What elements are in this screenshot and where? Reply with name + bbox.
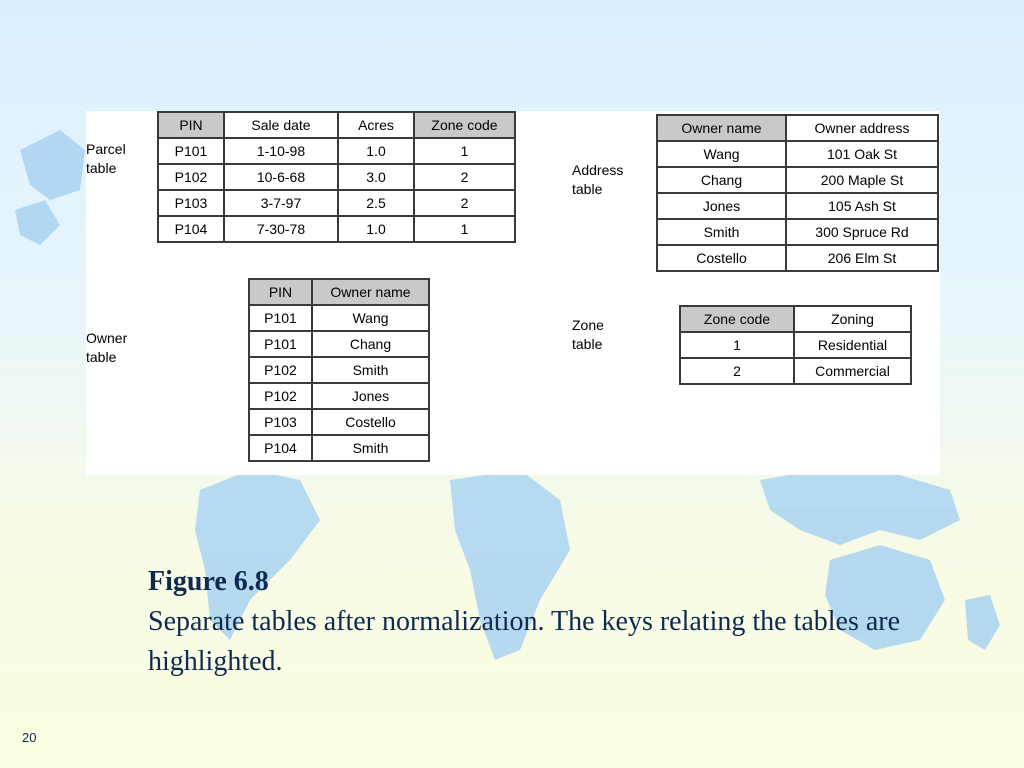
header-cell: Acres <box>338 112 414 138</box>
table-cell: 206 Elm St <box>786 245 938 271</box>
address-table-label: Address table <box>572 162 624 197</box>
table-row <box>249 409 429 435</box>
table-header-row <box>249 279 429 305</box>
table-cell: 105 Ash St <box>786 193 938 219</box>
table-cell: 200 Maple St <box>786 167 938 193</box>
table-row <box>158 138 515 164</box>
header-cell: Owner address <box>786 115 938 141</box>
table-cell: Wang <box>312 305 429 331</box>
owner-table-label: Owner table <box>86 330 128 365</box>
header-cell: Zone code <box>414 112 515 138</box>
table-row <box>249 383 429 409</box>
table-cell: P101 <box>249 331 312 357</box>
table-cell: 1-10-98 <box>224 138 338 164</box>
table-cell: Commercial <box>794 358 911 384</box>
table-cell: 7-30-78 <box>224 216 338 242</box>
header-cell: Owner name <box>312 279 429 305</box>
table-cell: P102 <box>158 164 224 190</box>
address-table <box>656 114 939 272</box>
slide-number: 20 <box>22 730 37 745</box>
table-cell: Chang <box>657 167 786 193</box>
zone-table <box>679 305 912 385</box>
header-cell: PIN <box>249 279 312 305</box>
table-cell: 1 <box>680 332 794 358</box>
table-cell: 10-6-68 <box>224 164 338 190</box>
table-row <box>249 305 429 331</box>
table-cell: 2 <box>414 164 515 190</box>
table-cell: P104 <box>249 435 312 461</box>
table-cell: 1 <box>414 216 515 242</box>
table-cell: 3-7-97 <box>224 190 338 216</box>
table-cell: 300 Spruce Rd <box>786 219 938 245</box>
table-row <box>158 164 515 190</box>
table-cell: P103 <box>249 409 312 435</box>
zone-table-label: Zone table <box>572 317 604 352</box>
header-cell: Owner name <box>657 115 786 141</box>
parcel-table <box>157 111 516 243</box>
table-cell: 1.0 <box>338 216 414 242</box>
table-cell: Chang <box>312 331 429 357</box>
table-cell: 2 <box>414 190 515 216</box>
table-cell: 2.5 <box>338 190 414 216</box>
table-cell: P101 <box>249 305 312 331</box>
caption-text: Separate tables after normalization. The keys relating the tables are highlighted. <box>148 606 901 677</box>
table-row <box>158 190 515 216</box>
table-cell: Jones <box>657 193 786 219</box>
table-cell: Smith <box>657 219 786 245</box>
table-row <box>657 167 938 193</box>
table-cell: Costello <box>657 245 786 271</box>
table-row <box>657 141 938 167</box>
table-cell: 1 <box>414 138 515 164</box>
table-header-row <box>657 115 938 141</box>
table-row <box>680 358 911 384</box>
table-cell: 2 <box>680 358 794 384</box>
table-row <box>657 219 938 245</box>
figure-number: Figure 6.8 <box>148 566 269 597</box>
table-row <box>657 193 938 219</box>
table-header-row <box>680 306 911 332</box>
table-cell: P103 <box>158 190 224 216</box>
owner-table <box>248 278 430 462</box>
parcel-table-label: Parcel table <box>86 141 126 176</box>
table-cell: Costello <box>312 409 429 435</box>
table-row <box>249 435 429 461</box>
table-row <box>680 332 911 358</box>
table-row <box>158 216 515 242</box>
figure-caption <box>148 562 908 682</box>
header-cell: Zoning <box>794 306 911 332</box>
header-cell: Sale date <box>224 112 338 138</box>
table-cell: Smith <box>312 435 429 461</box>
table-cell: Jones <box>312 383 429 409</box>
table-row <box>249 331 429 357</box>
table-cell: 101 Oak St <box>786 141 938 167</box>
table-cell: Wang <box>657 141 786 167</box>
table-cell: P104 <box>158 216 224 242</box>
table-row <box>249 357 429 383</box>
table-row <box>657 245 938 271</box>
table-cell: P102 <box>249 357 312 383</box>
table-cell: 1.0 <box>338 138 414 164</box>
figure-panel <box>86 111 940 475</box>
header-cell: PIN <box>158 112 224 138</box>
table-cell: P102 <box>249 383 312 409</box>
table-cell: 3.0 <box>338 164 414 190</box>
table-cell: P101 <box>158 138 224 164</box>
table-header-row <box>158 112 515 138</box>
header-cell: Zone code <box>680 306 794 332</box>
table-cell: Residential <box>794 332 911 358</box>
table-cell: Smith <box>312 357 429 383</box>
